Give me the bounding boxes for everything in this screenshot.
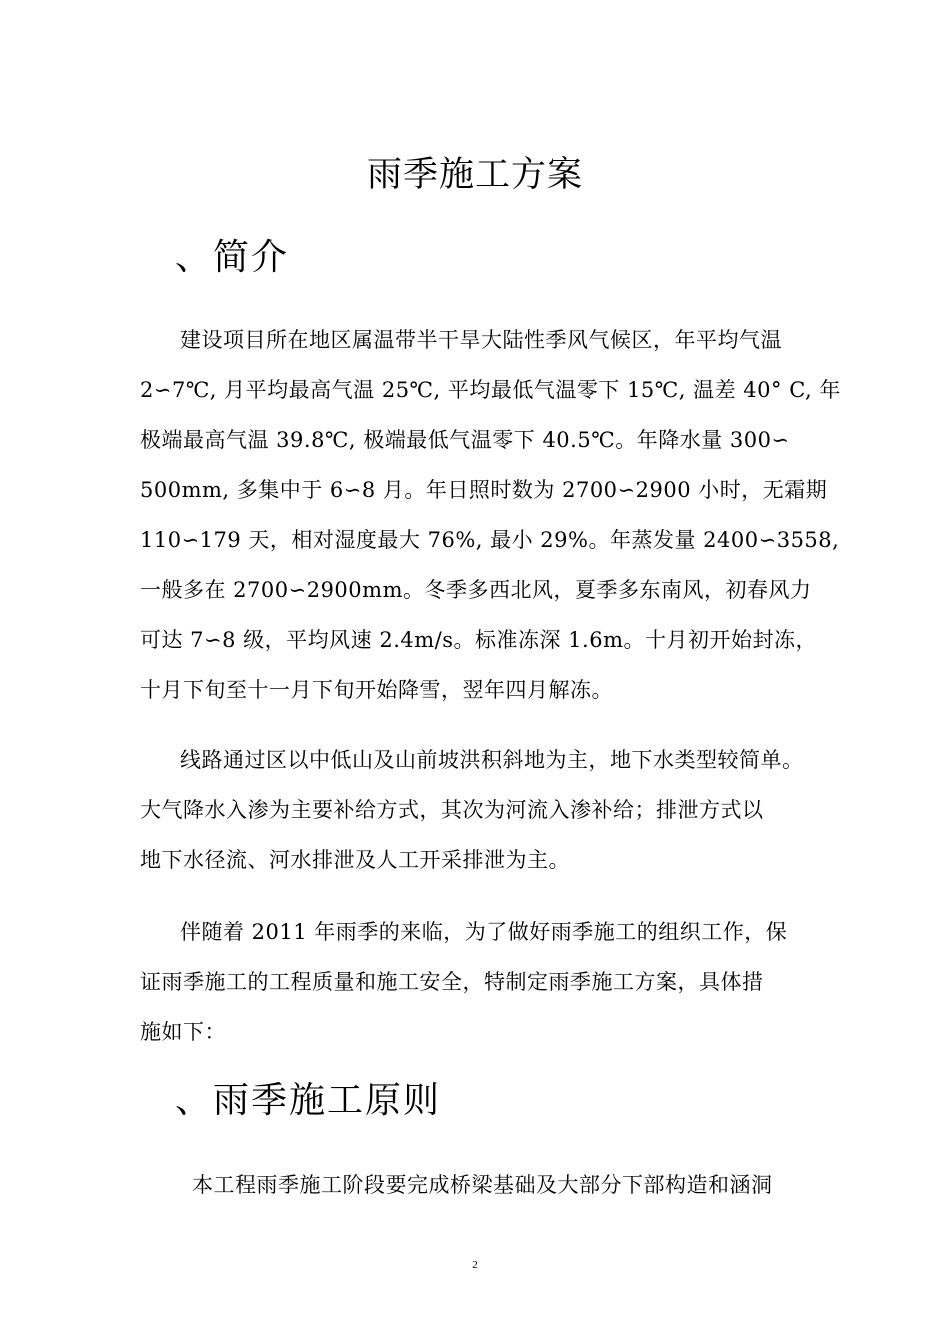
paragraph-line: 证雨季施工的工程质量和施工安全，特制定雨季施工方案，具体措 [140, 970, 764, 994]
section-heading-intro: 、简介 [175, 237, 290, 278]
paragraph-line: 伴随着 2011 年雨季的来临，为了做好雨季施工的组织工作，保 [180, 920, 788, 944]
paragraph-line: 本工程雨季施工阶段要完成桥梁基础及大部分下部构造和涵洞 [192, 1173, 773, 1197]
paragraph-line: 110∽179 天，相对湿度最大 76%, 最小 29%。年蒸发量 2400∽3558, [140, 528, 840, 552]
paragraph-line: 大气降水入渗为主要补给方式，其次为河流入渗补给；排泄方式以 [140, 798, 764, 822]
page-number: 2 [472, 1259, 478, 1271]
paragraph-principles [140, 1160, 840, 1210]
paragraph-line: 500mm, 多集中于 6∽8 月。年日照时数为 2700∽2900 小时，无霜期 [140, 478, 828, 502]
document-title: 雨季施工方案 [366, 155, 583, 195]
paragraph-groundwater [140, 735, 840, 885]
paragraph-line: 线路通过区以中低山及山前坡洪积斜地为主，地下水类型较简单。 [180, 748, 804, 772]
paragraph-line: 可达 7∽8 级，平均风速 2.4m/s。标准冻深 1.6m。十月初开始封冻， [140, 628, 817, 652]
paragraph-line: 建设项目所在地区属温带半干旱大陆性季风气候区，年平均气温 [180, 328, 782, 352]
paragraph-line: 十月下旬至十一月下旬开始降雪，翌年四月解冻。 [140, 678, 613, 702]
paragraph-line: 一般多在 2700∽2900mm。冬季多西北风，夏季多东南风，初春风力 [140, 578, 812, 602]
section-heading-principles: 、雨季施工原则 [175, 1080, 442, 1121]
paragraph-line: 地下水径流、河水排泄及人工开采排泄为主。 [140, 848, 570, 872]
paragraph-climate [140, 315, 840, 715]
paragraph-line: 2∽7℃, 月平均最高气温 25℃, 平均最低气温零下 15℃, 温差 40° C, 年 [140, 378, 841, 402]
paragraph-line: 施如下： [140, 1020, 226, 1044]
paragraph-purpose [140, 907, 840, 1057]
paragraph-line: 极端最高气温 39.8℃, 极端最低气温零下 40.5℃。年降水量 300∽ [140, 428, 790, 452]
